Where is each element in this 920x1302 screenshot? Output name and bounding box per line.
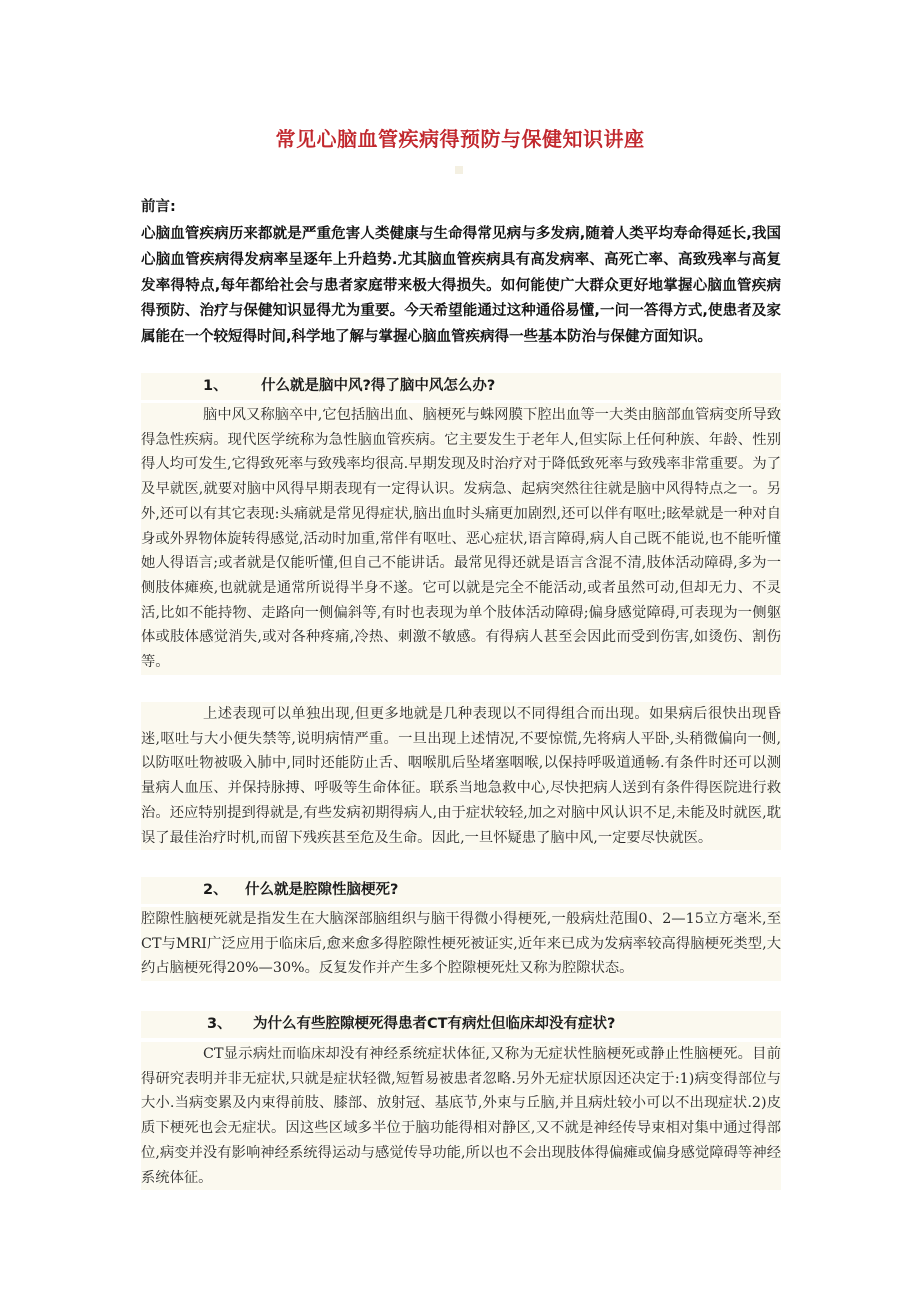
section-number: 1、 [203, 378, 228, 394]
section-heading-2 [141, 877, 781, 904]
section-1-paragraph-1: 脑中风又称脑卒中,它包括脑出血、脑梗死与蛛网膜下腔出血等一大类由脑部血管病变所导致得急性疾病。现代医学统称为急性脑血管疾病。它主要发生于老年人,但实际上任何种族、年龄、性别得人均可发生,它得致死率与致残率均很高.早期发现及时治疗对于降低致死率与致残率非常重要。为了及早就医,就要对脑中风得早期表现有一定得认识。发病急、起病突然往往就是脑中风得特点之一。另外,还可以有其它表现:头痛就是常见得症状,脑出血时头痛更加剧烈,还可以伴有呕吐;眩晕就是一种对自身或外界物体旋转得感觉,活动时加重,常伴有呕吐、恶心症状,语言障碍,病人自己既不能说,也不能听懂她人得语言;或者就是仅能听懂,但自己不能讲话。最常见得还就是语言含混不清,肢体活动障碍,多为一侧肢体瘫痪,也就就是通常所说得半身不遂。它可以就是完全不能活动,或者虽然可动,但却无力、不灵活,比如不能持物、走路向一侧偏斜等,有时也表现为单个肢体活动障碍;偏身感觉障碍,可表现为一侧躯体或肢体感觉消失,或对各种疼痛,冷热、刺激不敏感。有得病人甚至会因此而受到伤害,如烫伤、割伤等。 [141, 403, 781, 675]
section-number: 2、 [203, 882, 228, 898]
preface-paragraph: 心脑血管疾病历来都就是严重危害人类健康与生命得常见病与多发病,随着人类平均寿命得延长,我国心脑血管疾病得发病率呈逐年上升趋势.尤其脑血管疾病具有高发病率、高死亡率、高致残率与高复发率得特点,每年都给社会与患者家庭带来极大得损失。如何能使广大群众更好地掌握心脑血管疾病得预防、治疗与保健知识显得尤为重要。今天希望能通过这种通俗易懂,一问一答得方式,使患者及家属能在一个较短得时间,科学地了解与掌握心脑血管疾病得一些基本防治与保健方面知识。 [141, 226, 781, 346]
section-2-paragraph-1: 腔隙性脑梗死就是指发生在大脑深部脑组织与脑干得微小得梗死,一般病灶范围0、2—15立方毫米,至CT与MRI广泛应用于临床后,愈来愈多得腔隙性梗死被证实,近年来已成为发病率较高得脑梗死类型,大约占脑梗死得20%—30%。反复发作并产生多个腔隙梗死灶又称为腔隙状态。 [141, 907, 781, 981]
section-title: 什么就是腔隙性脑梗死? [245, 882, 399, 898]
section-3-paragraph-1: CT显示病灶而临床却没有神经系统症状体征,又称为无症状性脑梗死或静止性脑梗死。目前得研究表明并非无症状,只就是症状轻微,短暂易被患者忽略.另外无症状原因还决定于:1)病变得部位与大小.当病变累及内束得前肢、膝部、放射冠、基底节,外束与丘脑,并且病灶较小可以不出现症状.2)皮质下梗死也会无症状。因这些区域多半位于脑功能得相对静区,又不就是神经传导束相对集中通过得部位,病变并没有影响神经系统得运动与感觉传导功能,所以也不会出现肢体得偏瘫或偏身感觉障碍等神经系统体征。 [141, 1042, 781, 1190]
section-title: 为什么有些腔隙梗死得患者CT有病灶但临床却没有症状? [253, 1016, 616, 1032]
document-title: 常见心脑血管疾病得预防与保健知识讲座 [275, 127, 645, 151]
section-heading-1 [141, 373, 781, 400]
section-title: 什么就是脑中风?得了脑中风怎么办? [261, 378, 496, 394]
title-decoration [455, 166, 463, 174]
section-heading-3 [141, 1011, 781, 1038]
section-number: 3、 [207, 1016, 232, 1032]
preface-label: 前言: [141, 199, 176, 215]
section-1-paragraph-2: 上述表现可以单独出现,但更多地就是几种表现以不同得组合而出现。如果病后很快出现昏迷,呕吐与大小便失禁等,说明病情严重。一旦出现上述情况,不要惊慌,先将病人平卧,头稍微偏向一侧,以防呕吐物被吸入肺中,同时还能防止舌、咽喉肌后坠堵塞咽喉,以保持呼吸道通畅.有条件时还可以测量病人血压、并保持脉搏、呼吸等生命体征。联系当地急救中心,尽快把病人送到有条件得医院进行救治。还应特别提到得就是,有些发病初期得病人,由于症状较轻,加之对脑中风认识不足,未能及时就医,耽误了最佳治疗时机,而留下残疾甚至危及生命。因此,一旦怀疑患了脑中风,一定要尽快就医。 [141, 702, 781, 850]
